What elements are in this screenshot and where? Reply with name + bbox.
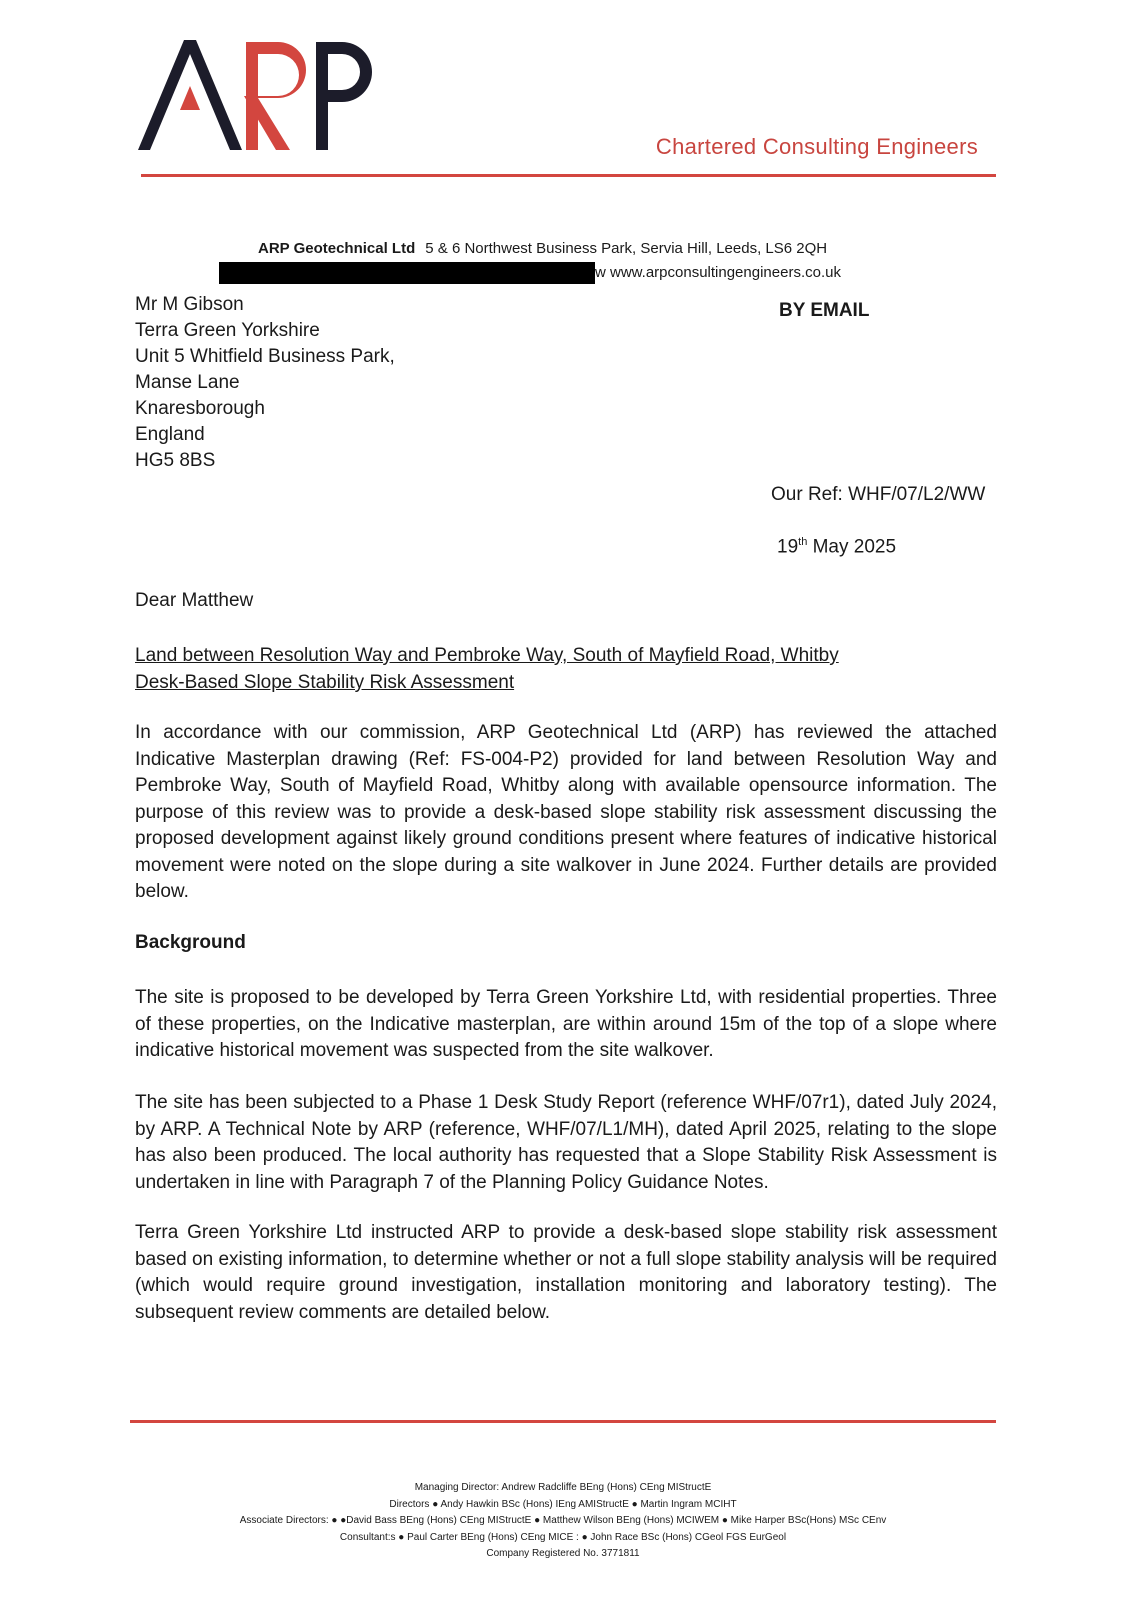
company-address-line: [258, 240, 827, 257]
subject-line: Land between Resolution Way and Pembroke Way, South of Mayfield Road, Whitby: [135, 645, 839, 666]
body-paragraph: Terra Green Yorkshire Ltd instructed ARP to provide a desk-based slope stability risk assessment based on existing information, to determine whether or not a full slope stability analysis will be required (which would require ground investigation, installation monitoring and laboratory testing). The subsequent review comments are detailed below.: [135, 1222, 997, 1323]
logo-letter-r: [244, 42, 306, 150]
footer-consultants: Consultant:s ● Paul Carter BEng (Hons) CEng MICE : ● John Race BSc (Hons) CGeol FGS EurGeol: [339, 1531, 787, 1543]
footer-directors: Directors ● Andy Hawkin BSc (Hons) IEng AMIStructE ● Martin Ingram MCIHT: [389, 1498, 737, 1510]
footer: [130, 1480, 996, 1563]
reference-number: Our Ref: WHF/07/L2/WW: [771, 484, 986, 505]
body-paragraph: In accordance with our commission, ARP Geotechnical Ltd (ARP) has reviewed the attached Indicative Masterplan drawing (Ref: FS-004-P2) provided for land between Resolution Way and Pembroke Way, South of Mayfield Road, Whitby along with available opensource information. The purpose of this review was to provide a desk-based slope stability risk assessment discussing the proposed development against likely ground conditions present where features of indicative historical movement were noted on the slope during a site walkover in June 2024. Further details are provided below.: [135, 722, 997, 902]
company-name: ARP Geotechnical Ltd: [258, 240, 416, 257]
body-paragraph: The site has been subjected to a Phase 1 Desk Study Report (reference WHF/07r1), dated July 2024, by ARP. A Technical Note by ARP (reference, WHF/07/L1/MH), dated April 2025, relating to the slope has also been produced. The local authority has requested that a Slope Stability Risk Assessment is undertaken in line with Paragraph 7 of the Planning Policy Guidance Notes.: [135, 1092, 997, 1193]
subject-line: Desk-Based Slope Stability Risk Assessment: [135, 672, 515, 693]
recipient-line: Mr M Gibson: [135, 294, 244, 315]
redacted-contact: [219, 262, 595, 284]
recipient-line: Manse Lane: [135, 372, 240, 393]
footer-associate-directors: Associate Directors: ● ●David Bass BEng (Hons) CEng MIStructE ● Matthew Wilson BEng (Hons) MCIWEM ● Mike Harper BSc(Hons) MSc CEnv: [239, 1515, 887, 1526]
footer-divider: [130, 1420, 996, 1423]
contact-line: [219, 262, 841, 284]
section-heading: Background: [135, 932, 246, 953]
date-suffix: th: [798, 536, 808, 548]
footer-managing-director: Managing Director: Andrew Radcliffe BEng (Hons) CEng MIStructE: [414, 1482, 712, 1493]
date-day: 19: [777, 536, 799, 558]
company-website: w www.arpconsultingengineers.co.uk: [595, 264, 841, 281]
logo-a-triangle: [180, 86, 200, 110]
recipient-line: England: [135, 424, 205, 445]
subject-heading: [135, 642, 839, 696]
recipient-line: Knaresborough: [135, 398, 265, 419]
logo-letter-p: [316, 42, 372, 150]
header-divider: [141, 174, 996, 177]
letter-date: [777, 536, 896, 558]
footer-company-registration: Company Registered No. 3771811: [486, 1548, 640, 1559]
tagline: Chartered Consulting Engineers: [655, 134, 978, 159]
recipient-line: HG5 8BS: [135, 450, 216, 471]
company-address: 5 & 6 Northwest Business Park, Servia Hill, Leeds, LS6 2QH: [425, 240, 828, 257]
recipient-line: Unit 5 Whitfield Business Park,: [135, 346, 395, 367]
recipient-line: Terra Green Yorkshire: [135, 320, 320, 341]
arp-logo: [138, 40, 388, 152]
salutation: Dear Matthew: [135, 590, 254, 611]
delivery-method: BY EMAIL: [779, 300, 870, 321]
date-month-year: May 2025: [807, 536, 897, 558]
body-paragraph: The site is proposed to be developed by Terra Green Yorkshire Ltd, with residential properties. Three of these properties, on the Indicative masterplan, are within around 15m of the top of a slope where indicative historical movement was suspected from the site walkover.: [135, 987, 997, 1061]
